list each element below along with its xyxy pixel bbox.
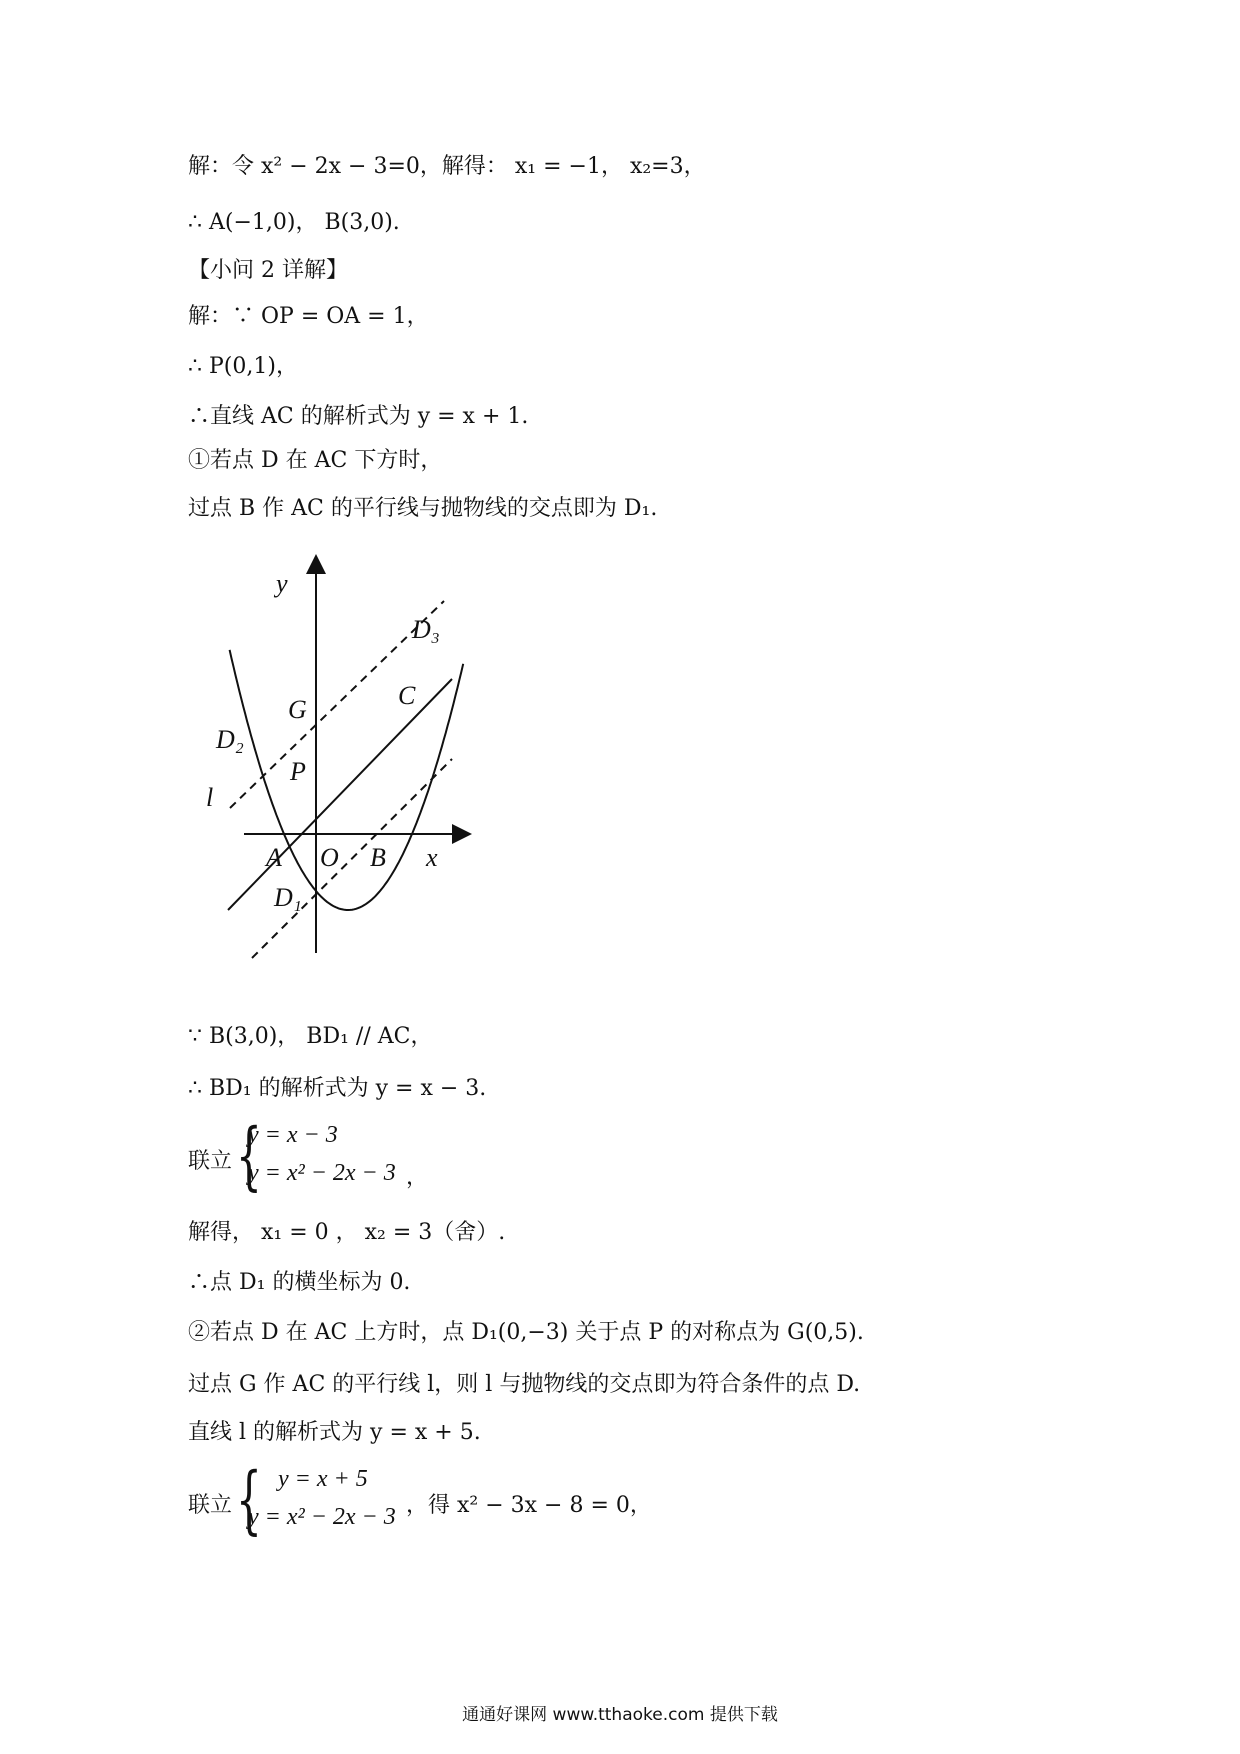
label-l: l xyxy=(206,783,214,812)
brace-symbol: { xyxy=(236,1113,262,1199)
solution-line-4: 解：∵ OP = OA = 1， xyxy=(188,304,429,329)
solution-line-9: ∵ B(3,0)， BD₁ // AC， xyxy=(188,1024,433,1049)
label-a: A xyxy=(266,843,282,872)
equation-system-1 xyxy=(188,1113,588,1200)
label-x: x xyxy=(426,843,438,872)
solution-line-10: ∴ BD₁ 的解析式为 y = x − 3. xyxy=(188,1076,487,1101)
solution-line-8: 过点 B 作 AC 的平行线与抛物线的交点即为 D₁. xyxy=(188,496,658,521)
system-label: 联立 xyxy=(188,1149,233,1174)
solution-line-2: ∴ A(−1,0)， B(3,0). xyxy=(188,210,400,235)
label-d2: D₂ xyxy=(216,725,244,754)
solution-line-7: ①若点 D 在 AC 下方时， xyxy=(188,448,443,473)
solution-line-14: ②若点 D 在 AC 上方时，点 D₁(0,−3) 关于点 P 的对称点为 G(0,5). xyxy=(188,1320,864,1345)
system-tail: ， xyxy=(406,1165,429,1190)
solution-line-15: 过点 G 作 AC 的平行线 l，则 l 与抛物线的交点即为符合条件的点 D. xyxy=(188,1372,861,1397)
system-label: 联立 xyxy=(188,1493,233,1518)
solution-line-12: 解得， x₁ = 0 ， x₂ = 3（舍）. xyxy=(188,1220,506,1245)
label-y: y xyxy=(276,569,288,598)
line-bd1-dashed xyxy=(252,759,452,958)
solution-line-5: ∴ P(0,1)， xyxy=(188,354,298,379)
system-equation-2: y = x² − 2x − 3 xyxy=(248,1160,396,1186)
label-d1: D₁ xyxy=(274,883,302,912)
brace-symbol: { xyxy=(236,1457,262,1543)
line-ac xyxy=(228,679,452,910)
label-b: B xyxy=(370,843,386,872)
page-footer: 通通好课网 www.tthaoke.com 提供下载 xyxy=(462,1705,778,1725)
section-heading: 【小问 2 详解】 xyxy=(188,258,348,283)
parabola-figure xyxy=(190,548,480,968)
label-p: P xyxy=(290,757,306,786)
solution-line-1: 解：令 x² − 2x − 3=0，解得： x₁ = −1， x₂=3， xyxy=(188,154,706,179)
system-equation-1: y = x − 3 xyxy=(248,1122,338,1148)
solution-line-13: ∴点 D₁ 的横坐标为 0. xyxy=(188,1270,411,1295)
solution-line-16: 直线 l 的解析式为 y = x + 5. xyxy=(188,1420,481,1445)
system-tail: ，得 x² − 3x − 8 = 0， xyxy=(406,1493,652,1518)
label-c: C xyxy=(398,681,416,710)
label-o: O xyxy=(320,843,339,872)
system-equation-2: y = x² − 2x − 3 xyxy=(248,1504,396,1530)
system-equation-1: y = x + 5 xyxy=(278,1466,368,1492)
equation-system-2 xyxy=(188,1457,748,1544)
label-d3: D₃ xyxy=(412,615,440,644)
label-g: G xyxy=(288,695,307,724)
solution-line-6: ∴直线 AC 的解析式为 y = x + 1. xyxy=(188,404,529,429)
